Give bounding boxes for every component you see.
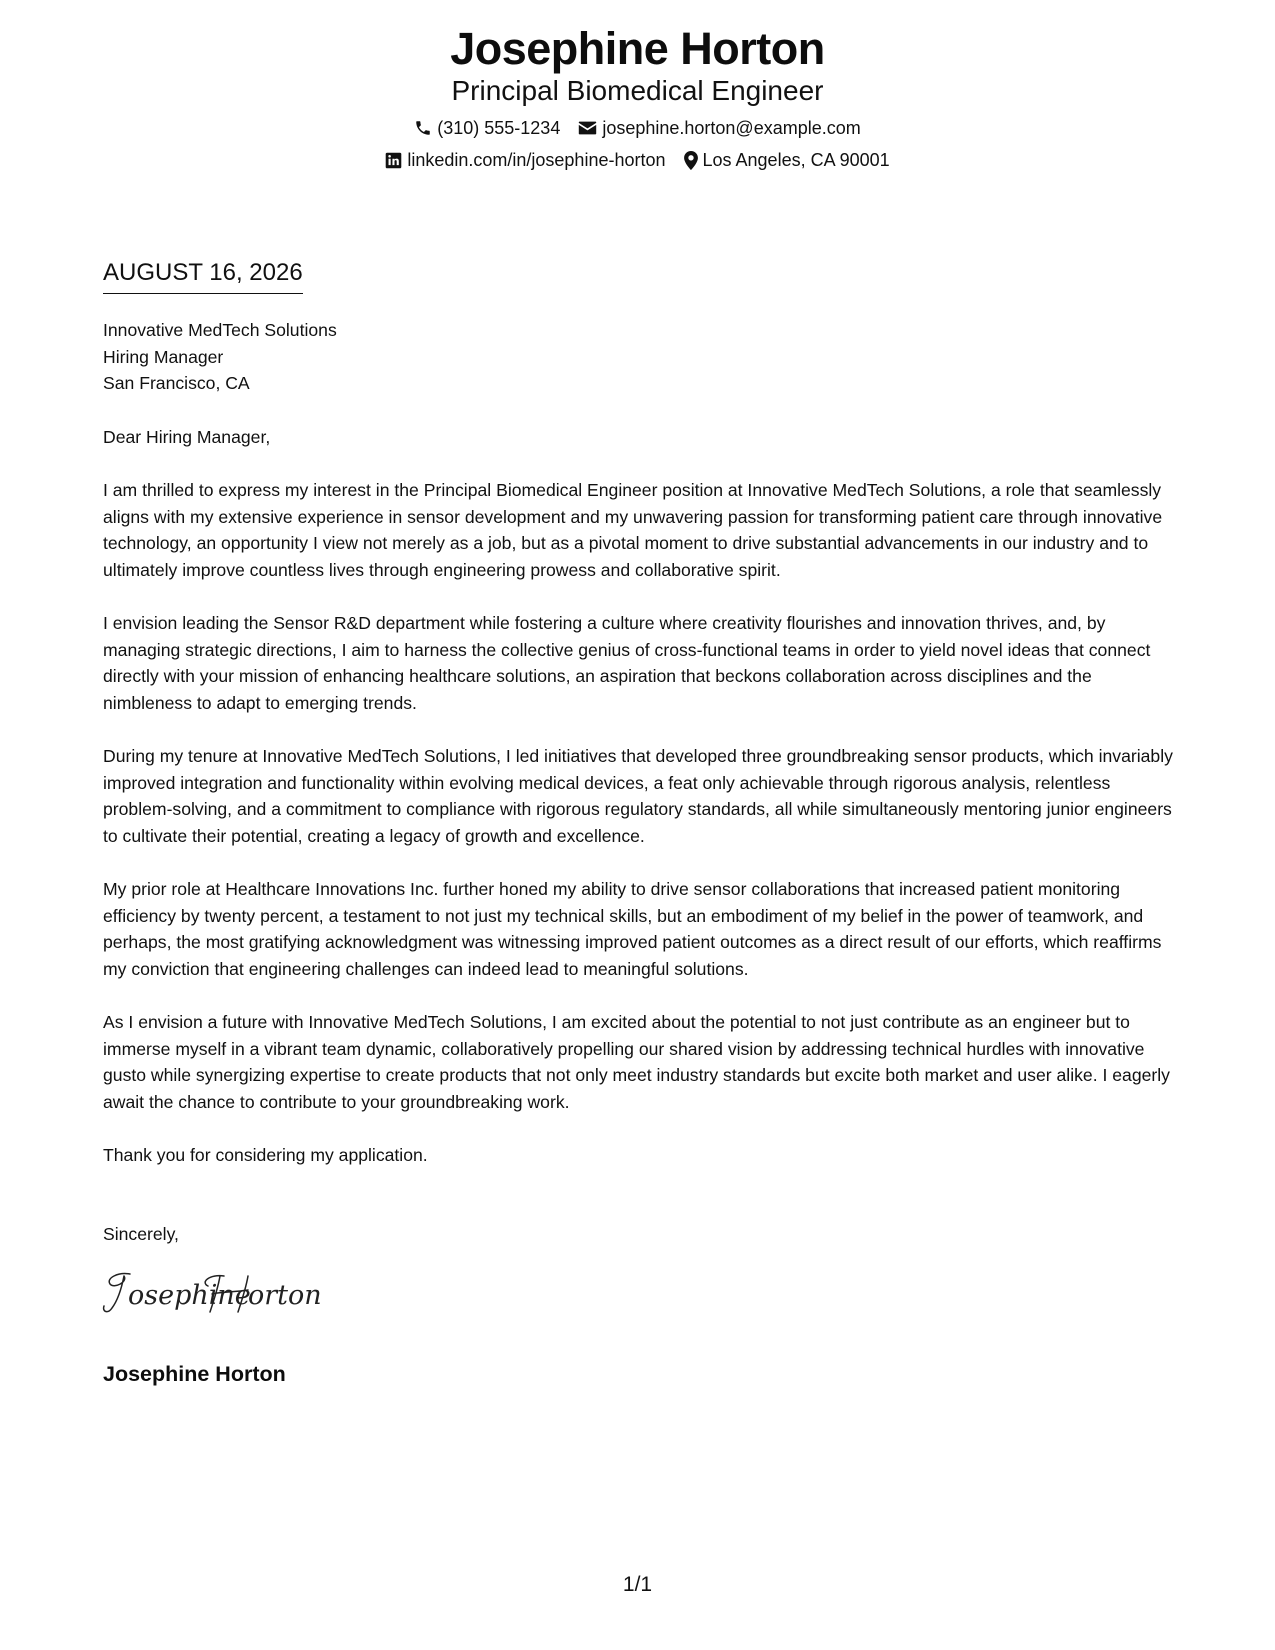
body-paragraph: As I envision a future with Innovative MedTech Solutions, I am excited about the potential to not just contribute as an engineer but to immerse myself in a vibrant team dynamic, collaboratively propelling our shared vision by addressing technical hurdles with innovative gusto while synergizing expertise to create products that not only meet industry standards but excite both market and user alike. I eagerly await the chance to contribute to your groundbreaking work. (103, 1012, 1170, 1112)
recipient-city: San Francisco, CA (103, 373, 250, 393)
svg-text:orton: orton (248, 1280, 322, 1311)
letter-header (0, 22, 1275, 172)
recipient-company: Innovative MedTech Solutions (103, 320, 337, 340)
email-address: josephine.horton@example.com (602, 118, 861, 138)
page-indicator: 1/1 (622, 1573, 653, 1596)
body-paragraph: I envision leading the Sensor R&D department while fostering a culture where creativity flourishes and innovation thrives, and, by managing strategic directions, I aim to harness the collective genius of cross-functional teams in order to yield novel ideas that connect directly with your mission of enhancing healthcare solutions, an aspiration that beckons collaboration across disciplines and the nimbleness to adapt to emerging trends. (103, 613, 1151, 713)
phone-contact (414, 116, 560, 140)
thanks-line: Thank you for considering my application. (103, 1145, 428, 1165)
closing: Sincerely, (103, 1223, 179, 1244)
location-contact (684, 148, 890, 172)
recipient-block (103, 317, 1173, 397)
contact-row-secondary (0, 148, 1275, 172)
linkedin-url: linkedin.com/in/josephine-horton (407, 150, 666, 170)
contact-row-primary (0, 116, 1275, 140)
phone-number: (310) 555-1234 (437, 118, 561, 138)
email-contact (578, 116, 860, 140)
greeting: Dear Hiring Manager, (103, 426, 271, 447)
map-marker-icon (684, 151, 698, 170)
handwritten-signature (100, 1268, 370, 1320)
applicant-name: Josephine Horton (450, 23, 825, 74)
location-text: Los Angeles, CA 90001 (702, 150, 890, 170)
body-paragraph: During my tenure at Innovative MedTech Solutions, I led initiatives that developed three groundbreaking sensor products, which invariably improved integration and functionality within evolving medical devices, a feat only achievable through rigorous analysis, relentless problem-solving, and a commitment to compliance with rigorous regulatory standards, all while simultaneously mentoring junior engineers to cultivate their potential, creating a legacy of growth and excellence. (103, 746, 1173, 846)
body-paragraph: I am thrilled to express my interest in the Principal Biomedical Engineer position at Innovative MedTech Solutions, a role that seamlessly aligns with my extensive experience in sensor development and my unwavering passion for transforming patient care through innovative technology, an opportunity I view not merely as a job, but as a pivotal moment to drive substantial advancements in our industry and to ultimately improve countless lives through engineering prowess and collaborative spirit. (103, 480, 1163, 580)
body-paragraph: My prior role at Healthcare Innovations Inc. further honed my ability to drive sensor collaborations that increased patient monitoring efficiency by twenty percent, a testament to not just my technical skills, but an embodiment of my belief in the power of teamwork, and perhaps, the most gratifying acknowledgment was witnessing improved patient outcomes as a direct result of our efforts, which reaffirms my conviction that engineering challenges can indeed lead to meaningful solutions. (103, 879, 1162, 979)
linkedin-contact (385, 148, 665, 172)
linkedin-icon (385, 152, 402, 169)
letter-body (103, 317, 1173, 1247)
letter-date: AUGUST 16, 2026 (103, 258, 303, 294)
recipient-role: Hiring Manager (103, 346, 224, 367)
svg-text:osephine: osephine (128, 1280, 251, 1311)
signer-name: Josephine Horton (103, 1362, 286, 1386)
phone-icon (414, 119, 432, 137)
applicant-title: Principal Biomedical Engineer (451, 75, 824, 106)
envelope-icon (578, 120, 597, 136)
